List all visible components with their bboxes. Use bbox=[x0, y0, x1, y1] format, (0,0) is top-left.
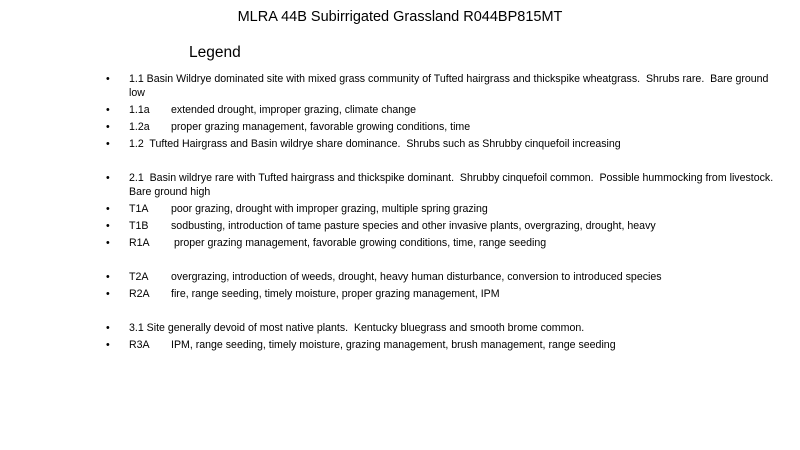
bullet-icon: • bbox=[106, 271, 110, 283]
list-spacer bbox=[106, 253, 786, 267]
bullet-icon: • bbox=[106, 237, 110, 249]
legend-item-text: 3.1 Site generally devoid of most native plants. Kentucky bluegrass and smooth brome common. bbox=[129, 322, 585, 334]
legend-item-code: T1B bbox=[129, 220, 149, 232]
legend-item-code: T2A bbox=[129, 271, 149, 283]
bullet-icon: • bbox=[106, 322, 110, 334]
legend-item-code: R2A bbox=[129, 288, 150, 300]
bullet-icon: • bbox=[106, 203, 110, 215]
legend-item bbox=[106, 171, 786, 199]
legend-item bbox=[106, 287, 786, 301]
legend-item-text: poor grazing, drought with improper grazing, multiple spring grazing bbox=[171, 203, 488, 215]
legend-item-code: 1.2a bbox=[129, 121, 150, 133]
bullet-icon: • bbox=[106, 339, 110, 351]
bullet-icon: • bbox=[106, 73, 110, 85]
legend-item bbox=[106, 236, 786, 250]
legend-item-text: extended drought, improper grazing, climate change bbox=[171, 104, 416, 116]
legend-item bbox=[106, 103, 786, 117]
legend-item bbox=[106, 219, 786, 233]
legend-item bbox=[106, 321, 786, 335]
legend-item-code: 1.1a bbox=[129, 104, 150, 116]
legend-item-code: T1A bbox=[129, 203, 149, 215]
bullet-icon: • bbox=[106, 121, 110, 133]
legend-item-text: sodbusting, introduction of tame pasture species and other invasive plants, overgrazing, drought, heavy bbox=[171, 220, 656, 232]
legend-item-text: 1.1 Basin Wildrye dominated site with mixed grass community of Tufted hairgrass and thickspike wheatgrass. Shrubs rare. Bare ground low bbox=[129, 73, 772, 99]
bullet-icon: • bbox=[106, 220, 110, 232]
legend-item-text: overgrazing, introduction of weeds, drought, heavy human disturbance, conversion to introduced species bbox=[171, 271, 662, 283]
legend-item-text: 1.2 Tufted Hairgrass and Basin wildrye share dominance. Shrubs such as Shrubby cinquefoil increasing bbox=[129, 138, 621, 150]
bullet-icon: • bbox=[106, 104, 110, 116]
legend-item-text: fire, range seeding, timely moisture, proper grazing management, IPM bbox=[171, 288, 500, 300]
legend-item-code: R3A bbox=[129, 339, 150, 351]
legend-heading: Legend bbox=[189, 44, 241, 61]
legend-item bbox=[106, 202, 786, 216]
legend-item bbox=[106, 270, 786, 284]
legend-item-code: R1A bbox=[129, 237, 150, 249]
legend-item bbox=[106, 72, 786, 100]
legend-item-text: proper grazing management, favorable growing conditions, time, range seeding bbox=[171, 237, 547, 249]
slide-title: MLRA 44B Subirrigated Grassland R044BP815MT bbox=[237, 9, 563, 25]
bullet-icon: • bbox=[106, 288, 110, 300]
legend-item-text: proper grazing management, favorable growing conditions, time bbox=[171, 121, 471, 133]
legend-list bbox=[106, 72, 786, 355]
list-spacer bbox=[106, 304, 786, 318]
legend-item bbox=[106, 120, 786, 134]
bullet-icon: • bbox=[106, 138, 110, 150]
list-spacer bbox=[106, 154, 786, 168]
legend-item bbox=[106, 338, 786, 352]
legend-item-text: 2.1 Basin wildrye rare with Tufted hairgrass and thickspike dominant. Shrubby cinquefoil common. Possible hummocking from livestock. Bare ground high bbox=[129, 172, 780, 198]
legend-item-text: IPM, range seeding, timely moisture, grazing management, brush management, range seeding bbox=[171, 339, 616, 351]
bullet-icon: • bbox=[106, 172, 110, 184]
legend-item bbox=[106, 137, 786, 151]
